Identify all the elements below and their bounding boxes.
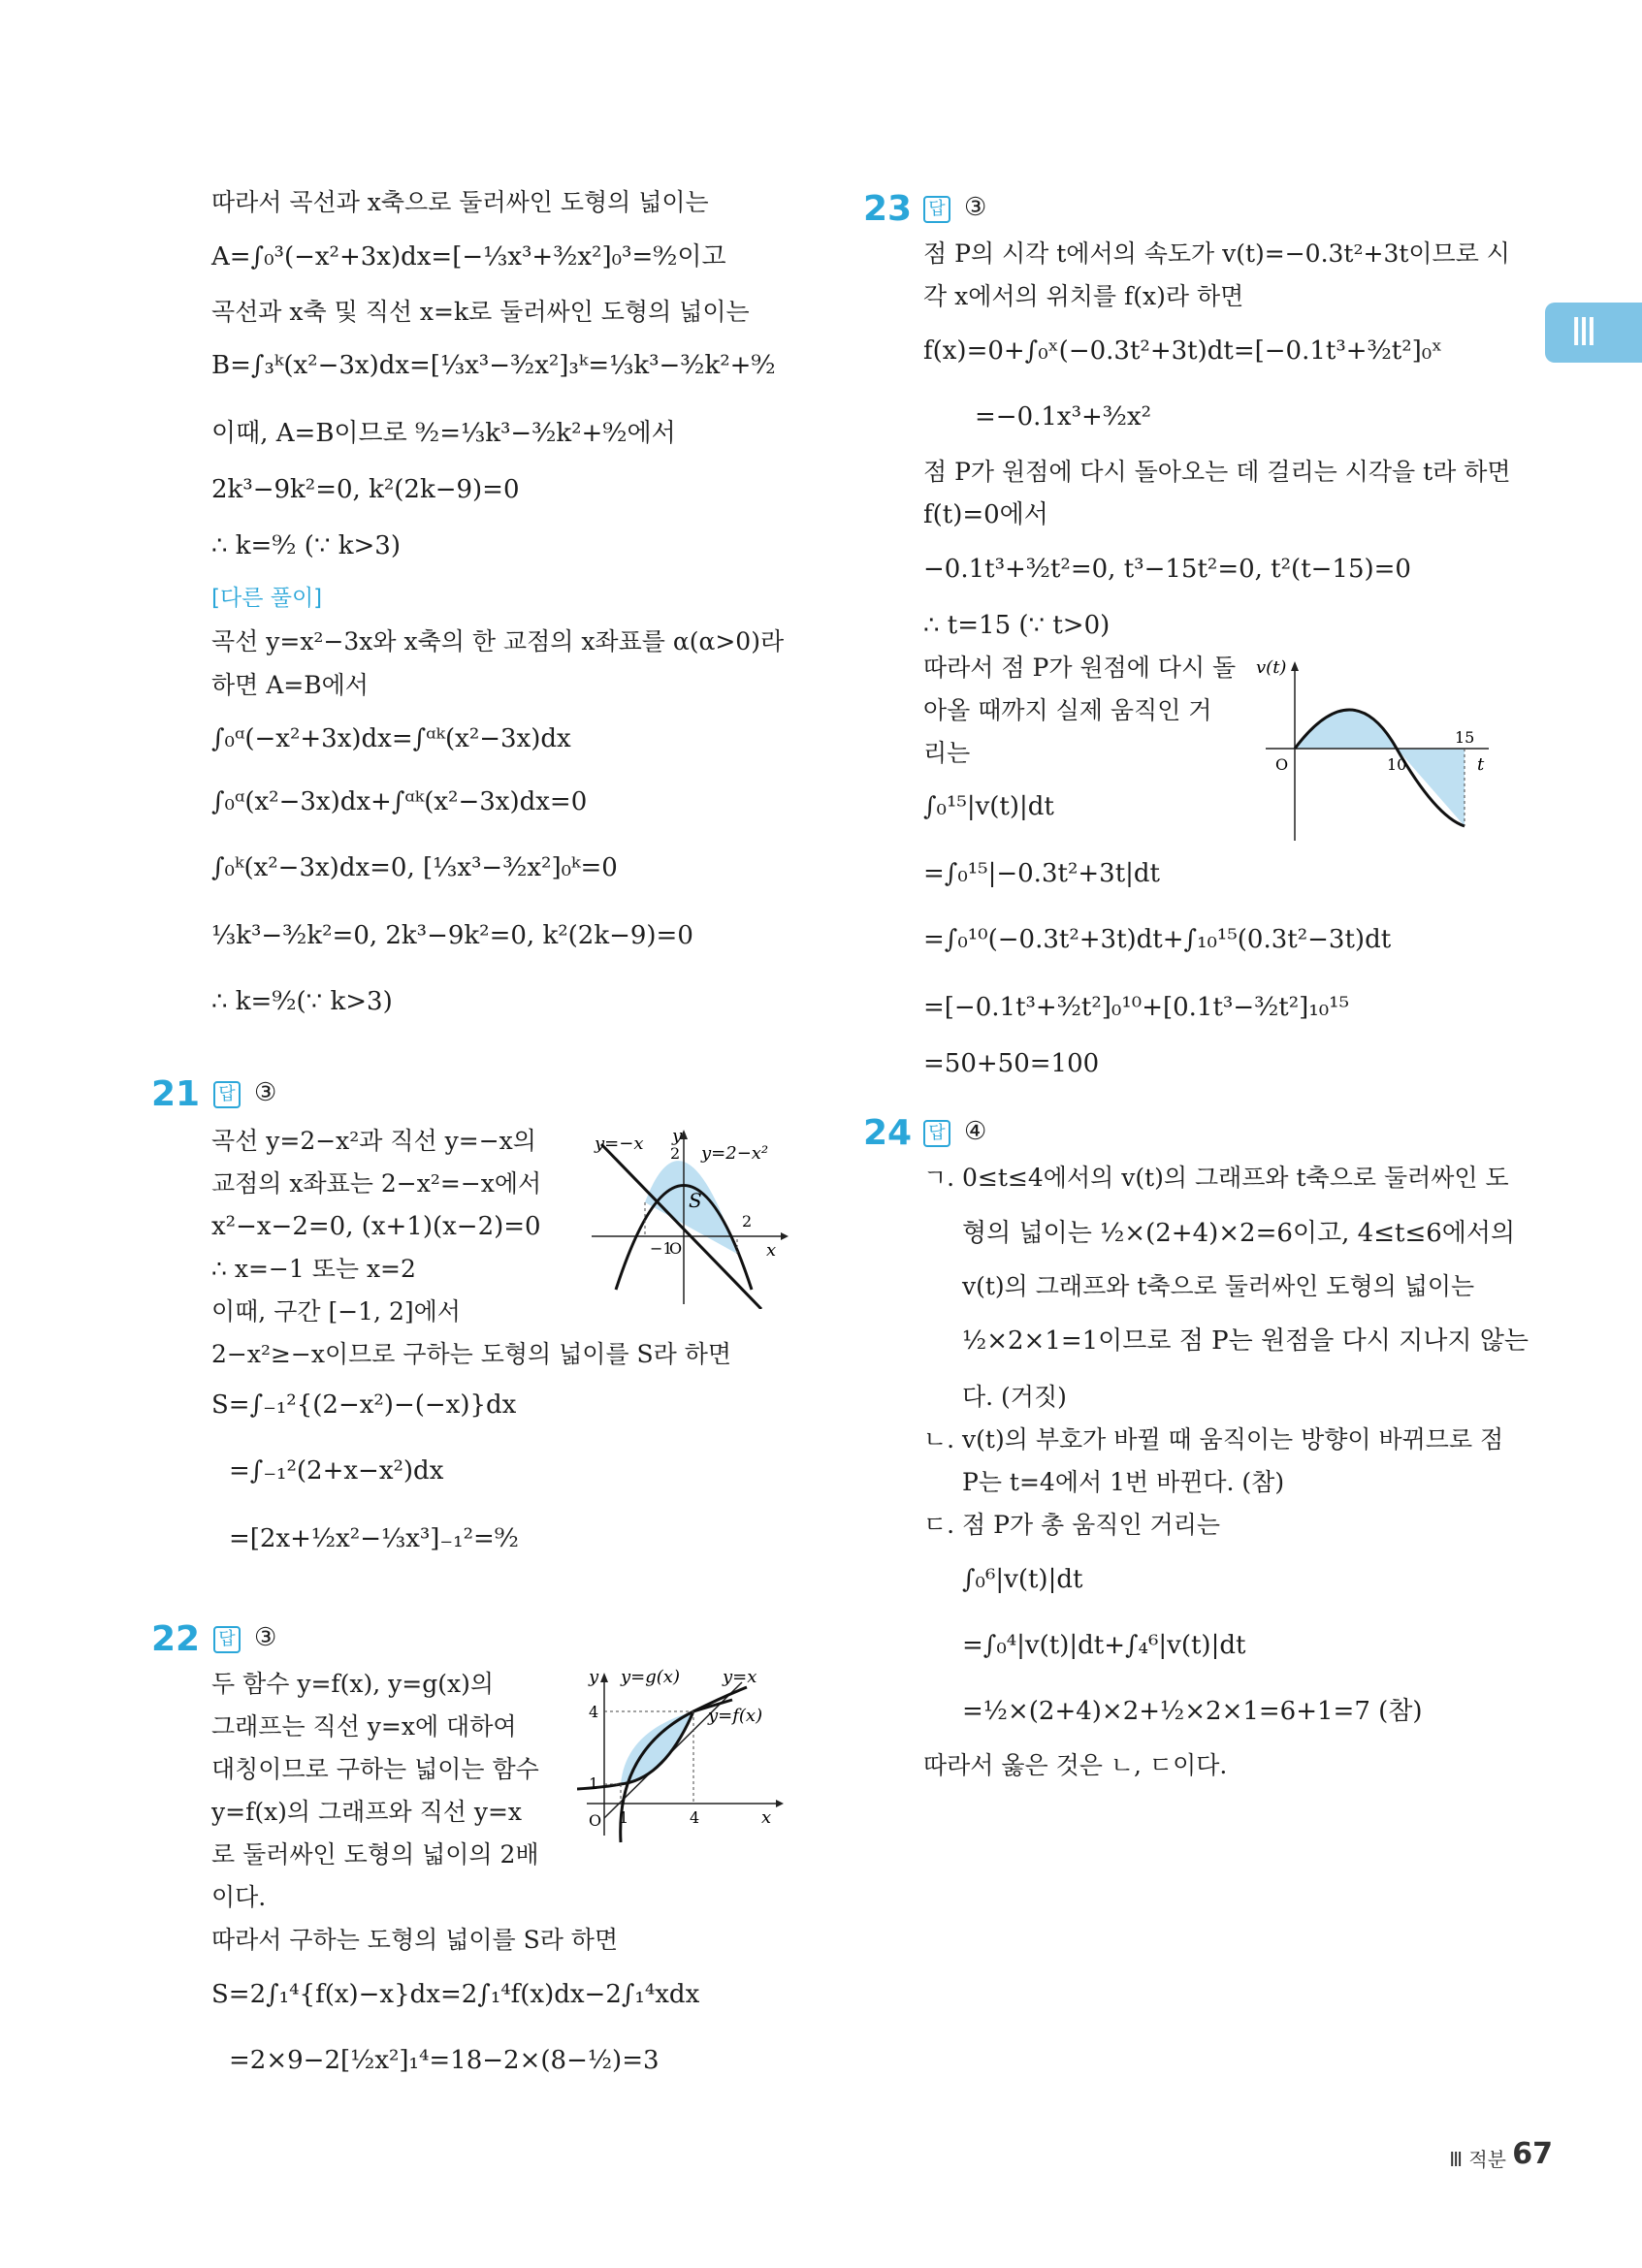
- label-four-x: 4: [690, 1808, 700, 1827]
- text-line: 대칭이므로 구하는 넓이는 함수: [211, 1755, 539, 1783]
- text-line: 따라서 곡선과 x축으로 둘러싸인 도형의 넓이는: [211, 188, 709, 216]
- text-line: 로 둘러싸인 도형의 넓이의 2배: [211, 1840, 539, 1869]
- text-line: 하면 A=B에서: [211, 671, 369, 699]
- label-v: v(t): [1256, 657, 1287, 678]
- equation-line: B=∫₃ᵏ(x²−3x)dx=[⅓x³−³⁄₂x²]₃ᵏ=⅓k³−³⁄₂k²+⁹⁄₂: [211, 351, 776, 380]
- text-line: 따라서 구하는 도형의 넓이를 S라 하면: [211, 1926, 619, 1954]
- q23-graph: [1256, 652, 1498, 846]
- text-line: 그래프는 직선 y=x에 대하여: [211, 1712, 517, 1741]
- equation-line: 이때, A=B이므로 ⁹⁄₂=⅓k³−³⁄₂k²+⁹⁄₂에서: [211, 419, 676, 448]
- label-one-y: 1: [589, 1774, 599, 1793]
- question-number: 22: [151, 1619, 201, 1659]
- label-four-y: 4: [589, 1703, 599, 1721]
- equation-line: S=2∫₁⁴{f(x)−x}dx=2∫₁⁴f(x)dx−2∫₁⁴xdx: [211, 1980, 700, 2009]
- text-line: 두 함수 y=f(x), y=g(x)의: [211, 1670, 494, 1698]
- text-line: P는 t=4에서 1번 바뀐다. (참): [962, 1468, 1285, 1496]
- text-line: ㄴ. v(t)의 부호가 바뀔 때 움직이는 방향이 바뀌므로 점: [923, 1425, 1504, 1453]
- question-number: 23: [863, 189, 913, 229]
- equation-line: ∴ t=15 (∵ t>0): [923, 611, 1111, 640]
- label-top: 2: [670, 1144, 681, 1163]
- label-ten: 10: [1387, 755, 1407, 774]
- equation-line: ∫₀ᵅ(x²−3x)dx+∫ᵅᵏ(x²−3x)dx=0: [211, 787, 588, 816]
- answer-choice: ③: [254, 1078, 277, 1107]
- answer-choice: ③: [964, 193, 987, 222]
- equation-line: f(t)=0에서: [923, 500, 1048, 529]
- equation-line: =½×(2+4)×2+½×2×1=6+1=7 (참): [962, 1697, 1423, 1726]
- text-line: 각 x에서의 위치를 f(x)라 하면: [923, 282, 1244, 310]
- equation-line: =∫₀¹⁵|−0.3t²+3t|dt: [923, 859, 1160, 888]
- equation-line: x²−x−2=0, (x+1)(x−2)=0: [211, 1212, 541, 1241]
- equation-line: ½×2×1=1이므로 점 P는 원점을 다시 지나지 않는: [962, 1326, 1529, 1356]
- text-line: v(t)의 그래프와 t축으로 둘러싸인 도형의 넓이는: [962, 1272, 1475, 1300]
- label-y: y: [589, 1667, 599, 1687]
- x-axis-arrow: [776, 1800, 784, 1807]
- equation-line: ⅓k³−³⁄₂k²=0, 2k³−9k²=0, k²(2k−9)=0: [211, 921, 693, 950]
- equation-line: A=∫₀³(−x²+3x)dx=[−⅓x³+³⁄₂x²]₀³=⁹⁄₂이고: [211, 242, 726, 272]
- equation-line: ∫₀ᵅ(−x²+3x)dx=∫ᵅᵏ(x²−3x)dx: [211, 724, 571, 753]
- text-line: 교점의 x좌표는 2−x²=−x에서: [211, 1169, 542, 1198]
- equation-line: =50+50=100: [923, 1049, 1100, 1078]
- text-line: 곡선 y=x²−3x와 x축의 한 교점의 x좌표를 α(α>0)라: [211, 627, 785, 655]
- equation-line: ∴ k=⁹⁄₂ (∵ k>3): [211, 531, 401, 560]
- label-f: y=f(x): [708, 1706, 763, 1726]
- text-line: 이때, 구간 [−1, 2]에서: [211, 1297, 461, 1326]
- answer-badge: 답: [923, 196, 950, 223]
- text-line: 따라서 점 P가 원점에 다시 돌: [923, 654, 1237, 682]
- text-line: ∴ x=−1 또는 x=2: [211, 1255, 416, 1283]
- answer-badge: 답: [213, 1081, 241, 1108]
- equation-line: ∴ k=⁹⁄₂(∵ k>3): [211, 987, 393, 1016]
- label-origin: O: [1275, 755, 1289, 774]
- y-axis-arrow: [1291, 661, 1299, 671]
- text-line: 곡선 y=2−x²과 직선 y=−x의: [211, 1127, 536, 1155]
- text-line: 2−x²≥−x이므로 구하는 도형의 넓이를 S라 하면: [211, 1340, 732, 1368]
- text-line: 곡선과 x축 및 직선 x=k로 둘러싸인 도형의 넓이는: [211, 298, 750, 326]
- equation-line: =∫₀¹⁰(−0.3t²+3t)dt+∫₁₀¹⁵(0.3t²−3t)dt: [923, 925, 1392, 954]
- equation-line: 2k³−9k²=0, k²(2k−9)=0: [211, 475, 520, 504]
- equation-line: =[−0.1t³+³⁄₂t²]₀¹⁰+[0.1t³−³⁄₂t²]₁₀¹⁵: [923, 993, 1350, 1022]
- answer-choice: ④: [964, 1117, 987, 1146]
- text-line: 이다.: [211, 1883, 267, 1911]
- equation-line: f(x)=0+∫₀ˣ(−0.3t²+3t)dt=[−0.1t³+³⁄₂t²]₀ˣ: [923, 336, 1443, 366]
- label-origin: O: [589, 1811, 602, 1830]
- label-neg: −1: [650, 1239, 673, 1258]
- equation-line: 형의 넓이는 ½×(2+4)×2=6이고, 4≤t≤6에서의: [962, 1219, 1516, 1248]
- answer-choice: ③: [254, 1623, 277, 1652]
- question-number: 21: [151, 1074, 201, 1114]
- label-y: y: [672, 1126, 683, 1146]
- answer-badge: 답: [213, 1626, 241, 1653]
- page-number: 67: [1512, 2137, 1553, 2171]
- equation-line: =∫₋₁²(2+x−x²)dx: [229, 1456, 444, 1485]
- label-g: y=g(x): [621, 1667, 680, 1687]
- text-line: 다. (거짓): [962, 1383, 1067, 1411]
- equation-line: ∫₀ᵏ(x²−3x)dx=0, [⅓x³−³⁄₂x²]₀ᵏ=0: [211, 853, 618, 882]
- label-line: y=−x: [595, 1134, 644, 1154]
- label-one-x: 1: [619, 1808, 629, 1827]
- equation-line: −0.1t³+³⁄₂t²=0, t³−15t²=0, t²(t−15)=0: [923, 555, 1411, 584]
- answer-badge: 답: [923, 1120, 950, 1147]
- equation-line: =−0.1x³+³⁄₂x²: [975, 402, 1152, 431]
- footer-section: Ⅲ 적분: [1449, 2148, 1506, 2171]
- equation-line: =2×9−2[½x²]₁⁴=18−2×(8−½)=3: [229, 2046, 660, 2075]
- label-t: t: [1477, 754, 1485, 775]
- label-two: 2: [742, 1212, 753, 1230]
- text-line: ㄷ. 점 P가 총 움직인 거리는: [923, 1511, 1221, 1539]
- equation-line: S=∫₋₁²{(2−x²)−(−x)}dx: [211, 1390, 517, 1420]
- y-axis-arrow: [600, 1673, 608, 1682]
- text-line: y=f(x)의 그래프와 직선 y=x: [211, 1798, 522, 1826]
- equation-line: ∫₀¹⁵|v(t)|dt: [923, 792, 1054, 821]
- label-x: x: [766, 1240, 777, 1261]
- label-s: S: [689, 1189, 702, 1212]
- text-line: 점 P가 원점에 다시 돌아오는 데 걸리는 시각을 t라 하면: [923, 458, 1511, 486]
- shaded-region: [1397, 749, 1465, 826]
- equation-line: =[2x+½x²−⅓x³]₋₁²=⁹⁄₂: [229, 1524, 519, 1553]
- text-line: 리는: [923, 739, 971, 767]
- x-axis-arrow: [781, 1232, 789, 1240]
- label-fifteen: 15: [1455, 728, 1475, 747]
- text-line: 아올 때까지 실제 움직인 거: [923, 696, 1212, 724]
- equation-line: =∫₀⁴|v(t)|dt+∫₄⁶|v(t)|dt: [962, 1631, 1246, 1660]
- question-number: 24: [863, 1113, 913, 1153]
- label-x: x: [761, 1807, 772, 1828]
- label-curve: y=2−x²: [701, 1143, 769, 1164]
- text-line: ㄱ. 0≤t≤4에서의 v(t)의 그래프와 t축으로 둘러싸인 도: [923, 1164, 1509, 1192]
- text-line: 점 P의 시각 t에서의 속도가 v(t)=−0.3t²+3t이므로 시: [923, 240, 1510, 268]
- chapter-tab: Ⅲ: [1545, 303, 1642, 363]
- q22-graph: [577, 1663, 795, 1847]
- equation-line: ∫₀⁶|v(t)|dt: [962, 1565, 1083, 1594]
- text-line: 따라서 옳은 것은 ㄴ, ㄷ이다.: [923, 1751, 1228, 1779]
- alt-solution-label: [다른 풀이]: [211, 586, 323, 611]
- label-origin: O: [669, 1239, 683, 1258]
- q21-graph: [587, 1120, 795, 1309]
- label-yx: y=x: [723, 1667, 757, 1687]
